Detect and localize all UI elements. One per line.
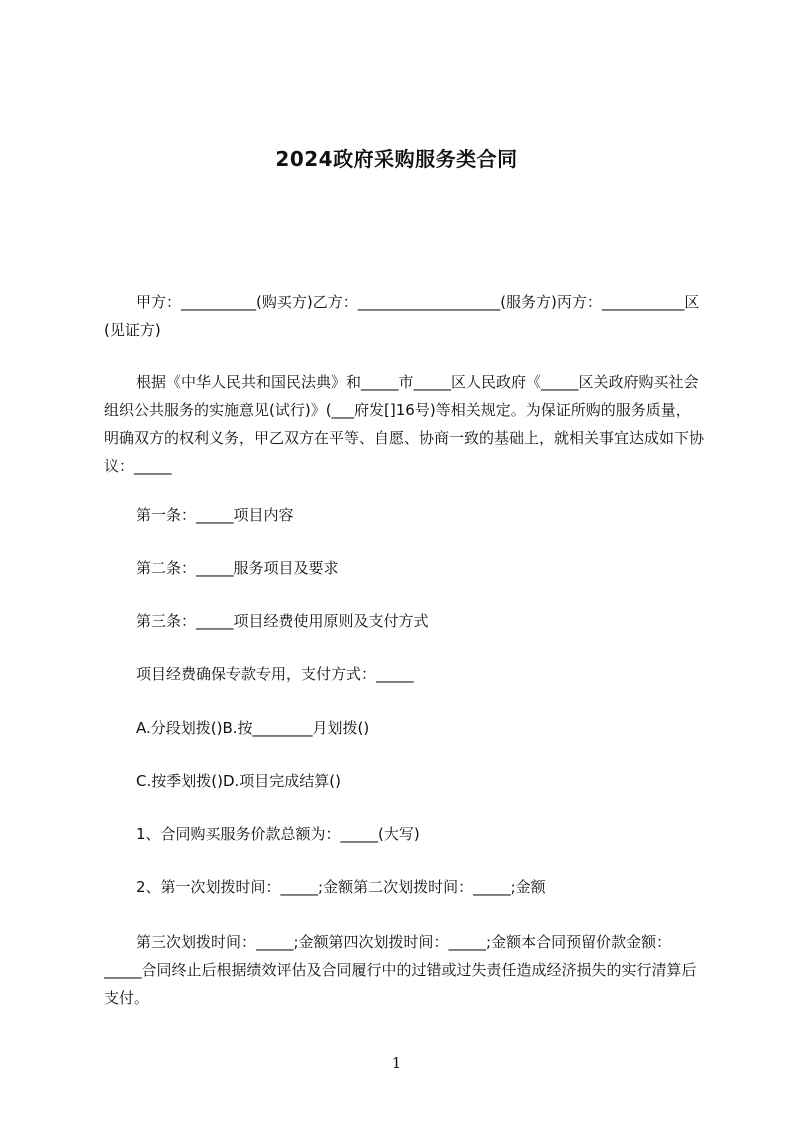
parties-paragraph: 甲方：__________(购买方)乙方：___________________(服务方)丙方：___________区(见证方) [104,293,700,339]
preamble-paragraph: 根据《中华人民共和国民法典》和_____市_____区人民政府《_____区关政府购买社会组织公共服务的实施意见(试行)》(___府发[]16号)等相关规定。为保证所购的服务质量，明确双方的权利义务，甲乙双方在平等、自愿、协商一致的基础上，就相关事宜达成如下协议：_____ [104,373,705,475]
payment-method: 项目经费确保专款专用，支付方式：_____ [136,665,414,683]
disbursement-continued-paragraph: 第三次划拨时间：_____;金额第四次划拨时间：_____;金额本合同预留价款金额：_____合同终止后根据绩效评估及合同履行中的过错或过失责任造成经济损失的实行清算后支付。 [104,933,697,1007]
document-title: 2024政府采购服务类合同 [275,147,518,171]
total-price-item: 1、合同购买服务价款总额为：_____(大写) [136,825,420,843]
disbursement-item: 2、第一次划拨时间：_____;金额第二次划拨时间：_____;金额 [136,878,546,896]
article-1: 第一条：_____项目内容 [136,506,294,524]
payment-option-cd: C.按季划拨()D.项目完成结算() [136,772,341,790]
page-number: 1 [391,1054,402,1072]
article-2: 第二条：_____服务项目及要求 [136,559,339,577]
article-3: 第三条：_____项目经费使用原则及支付方式 [136,612,429,630]
payment-option-ab: A.分段划拨()B.按________月划拨() [136,719,370,737]
